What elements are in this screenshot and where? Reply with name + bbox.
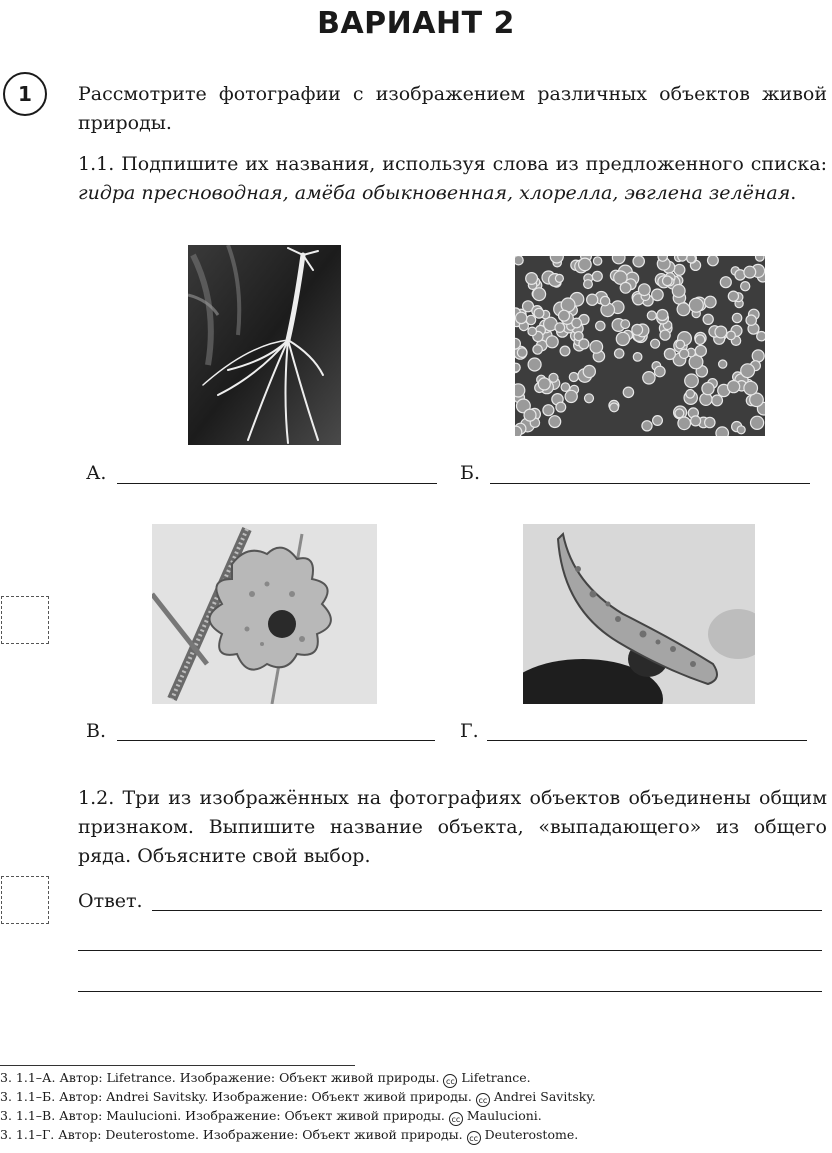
page-title: ВАРИАНТ 2 <box>317 6 515 41</box>
question-1-1 <box>78 150 827 208</box>
footnote-v-author: Maulucioni. <box>466 1108 542 1123</box>
answer-line-g[interactable] <box>487 740 807 741</box>
footnote-divider <box>0 1065 355 1066</box>
footnote-a-text: 3. 1.1–А. Автор: Lifetrance. Изображение: Объект живой природы. <box>0 1070 440 1085</box>
footnote-v-text: 3. 1.1–В. Автор: Maulucioni. Изображение: Объект живой природы. <box>0 1108 445 1123</box>
footnote-g-author: Deuterostome. <box>484 1127 579 1142</box>
task-intro: Рассмотрите фотографии с изображением различных объектов живой природы. <box>78 83 827 134</box>
question-1-1-prefix: 1.1. Подпишите их названия, используя слова из предложенного списка: <box>78 153 827 175</box>
answer-line-b[interactable] <box>490 483 810 484</box>
footnote-a-author: Lifetrance. <box>461 1070 531 1085</box>
cc-license-icon: cc <box>467 1131 481 1145</box>
task-number-badge <box>3 72 47 116</box>
footnote-b-text: 3. 1.1–Б. Автор: Andrei Savitsky. Изображение: Объект живой природы. <box>0 1089 472 1104</box>
photo-b-chlorella <box>515 256 765 436</box>
answer-line-2[interactable] <box>78 950 822 951</box>
answer-line-3[interactable] <box>78 991 822 992</box>
label-g: Г. <box>460 720 479 742</box>
cc-license-icon: cc <box>476 1093 490 1107</box>
footnote-b <box>0 1088 596 1107</box>
score-box-1-2 <box>1 876 49 924</box>
question-1-2: 1.2. Три из изображённых на фотографиях объектов объединены общим признаком. Выпишите название объекта, «выпадающего» из общего ряда. Объясните свой выбор. <box>78 787 827 867</box>
cc-license-icon: cc <box>449 1112 463 1126</box>
photo-a-hydra <box>188 245 341 445</box>
question-1-1-end: . <box>790 182 797 204</box>
footnote-g <box>0 1126 578 1145</box>
label-a: А. <box>86 462 107 484</box>
label-v: В. <box>86 720 107 742</box>
footnote-v <box>0 1107 542 1126</box>
score-box-1-1 <box>1 596 49 644</box>
answer-line-v[interactable] <box>117 740 435 741</box>
photo-v-amoeba <box>152 524 377 704</box>
label-b: Б. <box>460 462 481 484</box>
answer-line-1[interactable] <box>152 910 822 911</box>
question-1-1-word-list: гидра пресноводная, амёба обыкновенная, хлорелла, эвглена зелёная <box>78 182 791 204</box>
task-number: 1 <box>18 82 32 106</box>
cc-license-icon: cc <box>443 1074 457 1088</box>
footnote-b-author: Andrei Savitsky. <box>493 1089 596 1104</box>
footnote-g-text: 3. 1.1–Г. Автор: Deuterostome. Изображение: Объект живой природы. <box>0 1127 463 1142</box>
footnote-a <box>0 1069 531 1088</box>
answer-line-a[interactable] <box>117 483 437 484</box>
photo-g-euglena <box>523 524 755 704</box>
answer-label: Ответ. <box>78 890 143 912</box>
